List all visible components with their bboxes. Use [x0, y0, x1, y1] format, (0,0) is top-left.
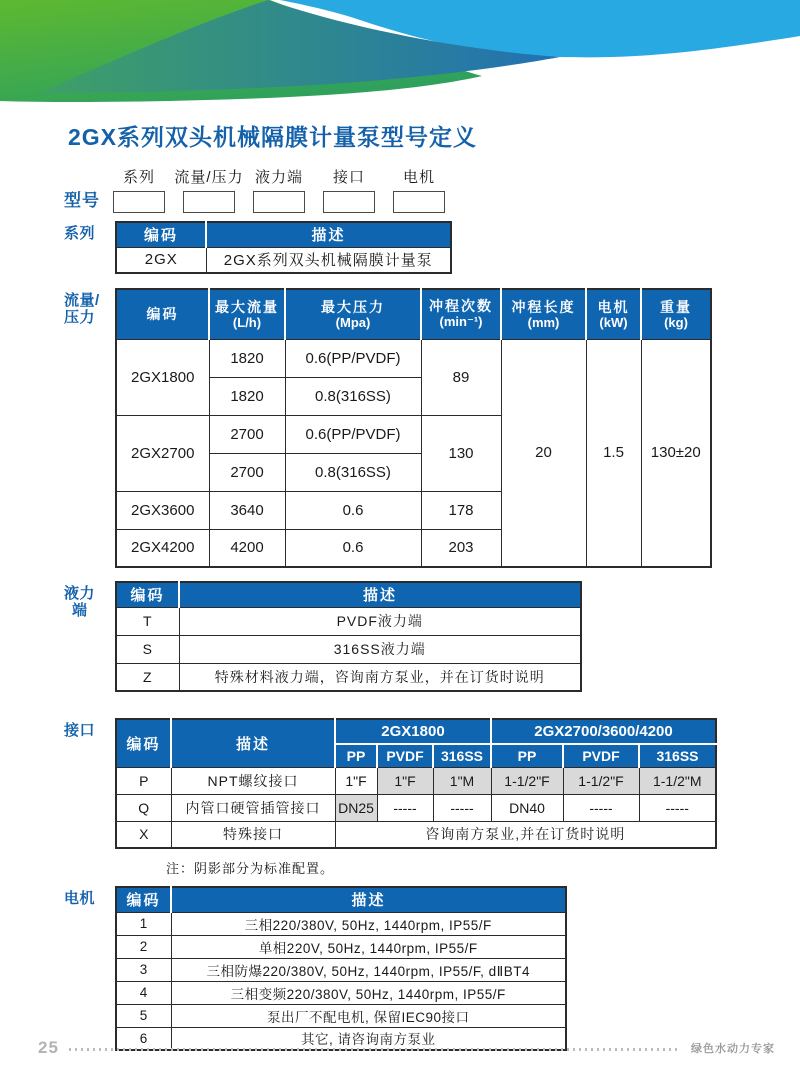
- motor-desc: 其它, 请咨询南方泵业: [171, 1027, 566, 1050]
- flow-header-strokelen: 冲程长度 (mm): [501, 289, 586, 339]
- flow-strokelen: 20: [501, 339, 586, 567]
- interface-cell: 1-1/2"M: [639, 767, 716, 794]
- interface-cell: -----: [639, 794, 716, 821]
- model-slot-motor: [393, 166, 445, 213]
- series-header-code: 编码: [116, 222, 206, 247]
- hydraulic-header-code: 编码: [116, 582, 179, 607]
- hydraulic-table: [115, 581, 582, 692]
- interface-header-desc: 描述: [171, 719, 335, 767]
- flow-label-line2: 压力: [64, 309, 96, 327]
- interface-desc: NPT螺纹接口: [171, 767, 335, 794]
- model-slot-box: [113, 191, 165, 213]
- motor-code: 4: [116, 981, 171, 1004]
- slot-label: 接口: [332, 169, 365, 186]
- page-content: [0, 119, 800, 1051]
- flow-strokefreq: 89: [421, 339, 501, 415]
- series-desc: 2GX系列双头机械隔膜计量泵: [206, 247, 451, 273]
- interface-cell: -----: [377, 794, 433, 821]
- interface-header-pp-2: PP: [491, 744, 563, 767]
- slot-label: 系列: [122, 169, 155, 186]
- flow-label-line1: 流量/: [64, 292, 100, 309]
- table-row: [116, 767, 716, 794]
- flow-weight: 130±20: [641, 339, 711, 567]
- table-row: [116, 663, 581, 691]
- flow-maxpressure: 0.6(PP/PVDF): [285, 415, 421, 453]
- motor-table: [115, 886, 567, 1051]
- interface-code: P: [116, 767, 171, 794]
- table-row: [116, 958, 566, 981]
- interface-cell: DN25: [335, 794, 377, 821]
- flow-maxpressure: 0.6: [285, 491, 421, 529]
- interface-cell: 1"F: [335, 767, 377, 794]
- motor-header-code: 编码: [116, 887, 171, 912]
- section-motor: [64, 886, 780, 1051]
- flow-header-code: 编码: [116, 289, 209, 339]
- interface-code: Q: [116, 794, 171, 821]
- table-row: [116, 935, 566, 958]
- model-slot-hydraulic: [253, 166, 305, 213]
- flow-maxflow: 3640: [209, 491, 285, 529]
- page-number: 25: [38, 1038, 59, 1057]
- series-header-desc: 描述: [206, 222, 451, 247]
- flow-header-maxflow: 最大流量 (L/h): [209, 289, 285, 339]
- table-row: [116, 912, 566, 935]
- hydraulic-header-desc: 描述: [179, 582, 581, 607]
- series-table: [115, 221, 452, 274]
- interface-header-group1: 2GX1800: [335, 719, 491, 744]
- flow-header-motor: 电机 (kW): [586, 289, 641, 339]
- interface-desc: 内管口硬管插管接口: [171, 794, 335, 821]
- model-slot-box: [323, 191, 375, 213]
- shading-note: 注：阴影部分为标准配置。: [166, 861, 335, 876]
- model-code-builder: [64, 166, 780, 213]
- motor-code: 6: [116, 1027, 171, 1050]
- table-row: [116, 794, 716, 821]
- series-section-label: 系列: [64, 225, 96, 242]
- flow-section-label: [64, 288, 115, 327]
- section-hydraulic-end: [64, 581, 780, 692]
- flow-maxflow: 2700: [209, 415, 285, 453]
- model-slot-box: [253, 191, 305, 213]
- interface-cell: 1"M: [433, 767, 491, 794]
- table-row: [116, 821, 716, 848]
- motor-code: 5: [116, 1004, 171, 1027]
- section-interface: [64, 718, 780, 877]
- flow-maxpressure: 0.6(PP/PVDF): [285, 339, 421, 377]
- hydraulic-label-line1: 液力: [64, 585, 96, 602]
- footer-slogan: 绿色水动力专家: [691, 1043, 775, 1055]
- flow-code: 2GX4200: [116, 529, 209, 567]
- hydraulic-label-line2: 端: [72, 602, 88, 620]
- interface-cell: 1-1/2"F: [563, 767, 639, 794]
- flow-code: 2GX1800: [116, 339, 209, 415]
- motor-desc: 三相220/380V, 50Hz, 1440rpm, IP55/F: [171, 912, 566, 935]
- hydraulic-code: Z: [116, 663, 179, 691]
- interface-cell: -----: [433, 794, 491, 821]
- interface-header-code: 编码: [116, 719, 171, 767]
- interface-code: X: [116, 821, 171, 848]
- interface-header-316ss-1: 316SS: [433, 744, 491, 767]
- hydraulic-code: T: [116, 607, 179, 635]
- flow-maxpressure: 0.8(316SS): [285, 377, 421, 415]
- interface-header-pvdf-2: PVDF: [563, 744, 639, 767]
- flow-header-strokefreq: 冲程次数 (min⁻¹): [421, 289, 501, 339]
- flow-strokefreq: 178: [421, 491, 501, 529]
- interface-cell: 1"F: [377, 767, 433, 794]
- slot-label: 流量/压力: [174, 169, 244, 186]
- model-slots: [113, 166, 463, 213]
- page-title: 2GX系列双头机械隔膜计量泵型号定义: [68, 124, 478, 150]
- table-row: [116, 247, 451, 273]
- motor-header-desc: 描述: [171, 887, 566, 912]
- model-slot-box: [183, 191, 235, 213]
- interface-header-group2: 2GX2700/3600/4200: [491, 719, 716, 744]
- motor-desc: 泵出厂不配电机, 保留IEC90接口: [171, 1004, 566, 1027]
- table-row: [116, 981, 566, 1004]
- flow-table: [115, 288, 712, 568]
- motor-desc: 三相防爆220/380V, 50Hz, 1440rpm, IP55/F, dⅡBT4: [171, 958, 566, 981]
- interface-section-label: 接口: [64, 722, 96, 739]
- flow-maxpressure: 0.6: [285, 529, 421, 567]
- motor-code: 1: [116, 912, 171, 935]
- motor-code: 2: [116, 935, 171, 958]
- flow-maxflow: 2700: [209, 453, 285, 491]
- slot-label: 电机: [402, 169, 435, 186]
- section-flow-pressure: [64, 288, 780, 568]
- interface-cell: 1-1/2"F: [491, 767, 563, 794]
- flow-maxflow: 4200: [209, 529, 285, 567]
- interface-header-pp-1: PP: [335, 744, 377, 767]
- motor-desc: 三相变频220/380V, 50Hz, 1440rpm, IP55/F: [171, 981, 566, 1004]
- hydraulic-section-label: [64, 581, 115, 620]
- flow-strokefreq: 130: [421, 415, 501, 491]
- flow-maxpressure: 0.8(316SS): [285, 453, 421, 491]
- interface-cell: DN40: [491, 794, 563, 821]
- table-row: [116, 607, 581, 635]
- interface-cell: -----: [563, 794, 639, 821]
- hydraulic-code: S: [116, 635, 179, 663]
- flow-strokefreq: 203: [421, 529, 501, 567]
- flow-maxflow: 1820: [209, 377, 285, 415]
- interface-desc: 特殊接口: [171, 821, 335, 848]
- flow-header-weight: 重量 (kg): [641, 289, 711, 339]
- flow-code: 2GX3600: [116, 491, 209, 529]
- flow-header-maxpressure: 最大压力 (Mpa): [285, 289, 421, 339]
- interface-table: [115, 718, 717, 849]
- flow-code: 2GX2700: [116, 415, 209, 491]
- motor-section-label: 电机: [64, 890, 96, 907]
- interface-span-text: 咨询南方泵业,并在订货时说明: [335, 821, 716, 848]
- model-slot-flow: [174, 166, 244, 213]
- flow-motor: 1.5: [586, 339, 641, 567]
- interface-header-pvdf-1: PVDF: [377, 744, 433, 767]
- hydraulic-desc: 特殊材料液力端，咨询南方泵业，并在订货时说明: [179, 663, 581, 691]
- table-row: [116, 339, 711, 377]
- model-label: 型号: [64, 191, 100, 210]
- hydraulic-desc: 316SS液力端: [179, 635, 581, 663]
- motor-desc: 单相220V, 50Hz, 1440rpm, IP55/F: [171, 935, 566, 958]
- interface-header-316ss-2: 316SS: [639, 744, 716, 767]
- banner-graphic: [0, 0, 800, 105]
- motor-code: 3: [116, 958, 171, 981]
- flow-maxflow: 1820: [209, 339, 285, 377]
- model-slot-series: [113, 166, 165, 213]
- table-row: [116, 635, 581, 663]
- section-series: [64, 221, 780, 274]
- footer-dotted-divider: [69, 1048, 681, 1051]
- slot-label: 液力端: [254, 169, 303, 186]
- model-slot-interface: [323, 166, 375, 213]
- series-code: 2GX: [116, 247, 206, 273]
- page-footer: [0, 1038, 800, 1058]
- model-slot-box: [393, 191, 445, 213]
- table-row: [116, 1004, 566, 1027]
- hydraulic-desc: PVDF液力端: [179, 607, 581, 635]
